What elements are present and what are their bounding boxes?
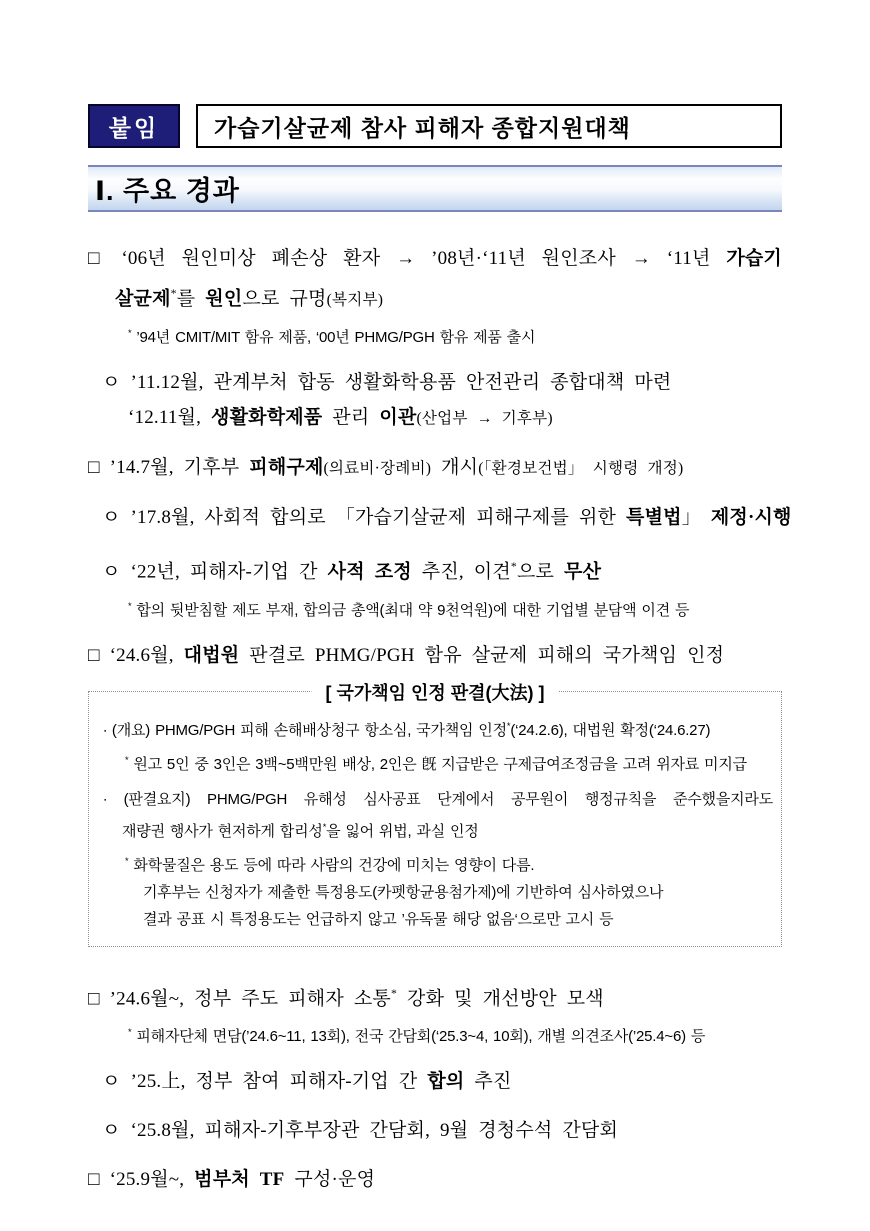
text-segment: *	[125, 855, 129, 866]
timeline-top	[88, 242, 792, 673]
court-ruling-box	[88, 682, 782, 947]
text-line	[102, 1114, 782, 1148]
text-line	[122, 814, 773, 845]
text-segment: □ ‘06년 원인미상 폐손상 환자 → ’08년·‘11년 원인조사 → ‘11년	[88, 248, 727, 269]
attachment-badge-label: 붙임	[108, 114, 160, 141]
text-segment: ’94년 CMIT/MIT 함유 제품, ‘00년 PHMG/PGH 함유 제품 출시	[131, 329, 536, 347]
text-segment: □ ’24.6월~, 정부 주도 피해자 소통	[88, 987, 391, 1009]
text-segment: *	[125, 754, 129, 765]
text-segment: ㅇ ’11.12월, 관계부처 합동 생활화학용품 안전관리 종합대책 마련	[102, 372, 672, 394]
attachment-badge	[88, 104, 180, 148]
text-segment: 추진	[464, 1070, 512, 1092]
text-segment: 결과 공표 시 특정용도는 언급하지 않고 ’유독물 해당 없음‘으로만 고시 등	[143, 910, 614, 928]
text-segment: 기후부는 신청자가 제출한 특정용도(카펫항균용첨가제)에 기반하여 심사하였으나	[143, 883, 664, 901]
text-segment: 를	[176, 288, 206, 310]
text-line	[102, 1065, 782, 1099]
text-segment: 피해구제	[249, 457, 324, 479]
section-heading-label: Ⅰ. 주요 경과	[95, 176, 240, 206]
text-line	[88, 977, 782, 1016]
document-title: 가습기살균제 참사 피해자 종합지원대책	[214, 114, 631, 141]
document-title-box	[196, 104, 782, 148]
text-segment: 사적 조정	[327, 561, 412, 583]
text-line	[88, 242, 782, 276]
text-segment: *	[322, 821, 327, 832]
text-segment: ㅇ ’17.8월, 사회적 합의로 「가습기살균제 피해구제를 위한	[102, 507, 627, 529]
text-line	[115, 277, 782, 317]
text-segment: 살균제	[115, 288, 171, 310]
text-line	[103, 713, 773, 744]
text-segment: (복지부)	[326, 291, 384, 309]
text-segment: 제정·시행	[710, 507, 792, 529]
text-segment: 합의	[427, 1070, 465, 1092]
text-segment: 판결로 PHMG/PGH 함유 살균제 피해의 국가책임 인정	[239, 644, 725, 666]
text-line	[128, 401, 782, 436]
text-segment: *	[506, 720, 511, 731]
timeline-bottom	[88, 977, 782, 1197]
text-segment: 원인	[205, 288, 243, 310]
text-line	[102, 501, 792, 535]
text-segment: 으로 규명	[242, 288, 327, 310]
text-segment: 무산	[564, 561, 602, 583]
text-segment: 화학물질은 용도 등에 따라 사람의 건강에 미치는 영향이 다름.	[128, 856, 535, 874]
text-segment: □ ‘24.6월,	[88, 644, 184, 666]
text-segment: □ ‘25.9월~,	[88, 1168, 195, 1190]
text-segment: 」	[681, 507, 711, 529]
text-segment: 구성·운영	[284, 1168, 376, 1190]
text-line	[125, 747, 773, 778]
text-segment: 으로	[516, 561, 565, 583]
text-segment: 추진, 이견	[411, 561, 511, 583]
text-segment: ‘12.11월,	[128, 407, 212, 429]
text-segment: 특별법	[626, 507, 682, 529]
text-line	[88, 639, 782, 673]
text-line	[128, 320, 782, 351]
text-segment: 합의 뒷받침할 제도 부재, 합의금 총액(최대 약 9천억원)에 대한 기업별 분담액 이견 등	[131, 601, 690, 619]
text-line	[128, 593, 782, 624]
text-segment: ㅇ ‘25.8월, 피해자-기후부장관 간담회, 9월 경청수석 간담회	[102, 1119, 619, 1141]
text-line	[143, 880, 773, 906]
text-segment: 생활화학제품	[211, 407, 323, 429]
text-segment: 피해자단체 면담(’24.6~11, 13회), 전국 간담회(‘25.3~4, 10회), 개별 의견조사(’25.4~6) 등	[131, 1027, 706, 1045]
text-segment: *	[170, 287, 177, 300]
text-segment: *	[128, 600, 132, 611]
text-segment: 개시	[431, 457, 479, 479]
text-line	[125, 848, 773, 879]
text-segment: (‘24.2.6), 대법원 확정(‘24.6.27)	[510, 721, 711, 739]
text-line	[102, 550, 782, 589]
text-segment: 대법원	[183, 644, 240, 666]
text-segment: ∙ (판결요지) PHMG/PGH 유해성 심사공표 단계에서 공무원이 행정규칙을 준수했을지라도	[103, 790, 773, 808]
text-segment: *	[510, 560, 517, 574]
court-ruling-box-content	[99, 713, 773, 933]
text-line	[102, 366, 782, 400]
text-segment: (산업부 → 기후부)	[416, 410, 553, 428]
text-line	[103, 787, 773, 813]
text-segment: 강화 및 개선방안 모색	[397, 987, 604, 1009]
text-segment: *	[128, 1026, 132, 1037]
text-line	[88, 451, 782, 486]
text-segment: *	[128, 328, 132, 339]
text-segment: ∙ (개요) PHMG/PGH 피해 손해배상청구 항소심, 국가책임 인정	[103, 721, 507, 739]
text-segment: (의료비·장례비)	[323, 460, 432, 478]
court-ruling-box-title: [ 국가책임 인정 판결(大法) ]	[311, 679, 558, 705]
text-line	[128, 1019, 782, 1050]
text-segment: *	[390, 986, 398, 1000]
text-line	[143, 907, 773, 933]
text-segment: □ ’14.7월, 기후부	[88, 457, 250, 479]
text-segment: 원고 5인 중 3인은 3백~5백만원 배상, 2인은 旣 지급받은 구제급여조정금을 고려 위자료 미지급	[128, 755, 747, 773]
text-segment: (「환경보건법」 시행령 개정)	[478, 460, 684, 478]
text-segment: 관리	[322, 407, 380, 429]
text-segment: 가습기	[726, 248, 782, 269]
text-line	[88, 1163, 782, 1197]
text-segment: 을 잃어 위법, 과실 인정	[326, 822, 479, 840]
text-segment: 이관	[379, 407, 417, 429]
document-header	[88, 104, 782, 148]
text-segment: ㅇ ‘22년, 피해자-기업 간	[102, 561, 328, 583]
section-heading	[88, 165, 782, 212]
text-segment: ㅇ ’25.上, 정부 참여 피해자-기업 간	[102, 1070, 428, 1092]
text-segment: 범부처 TF	[194, 1168, 285, 1190]
text-segment: 재량권 행사가 현저하게 합리성	[122, 822, 323, 840]
